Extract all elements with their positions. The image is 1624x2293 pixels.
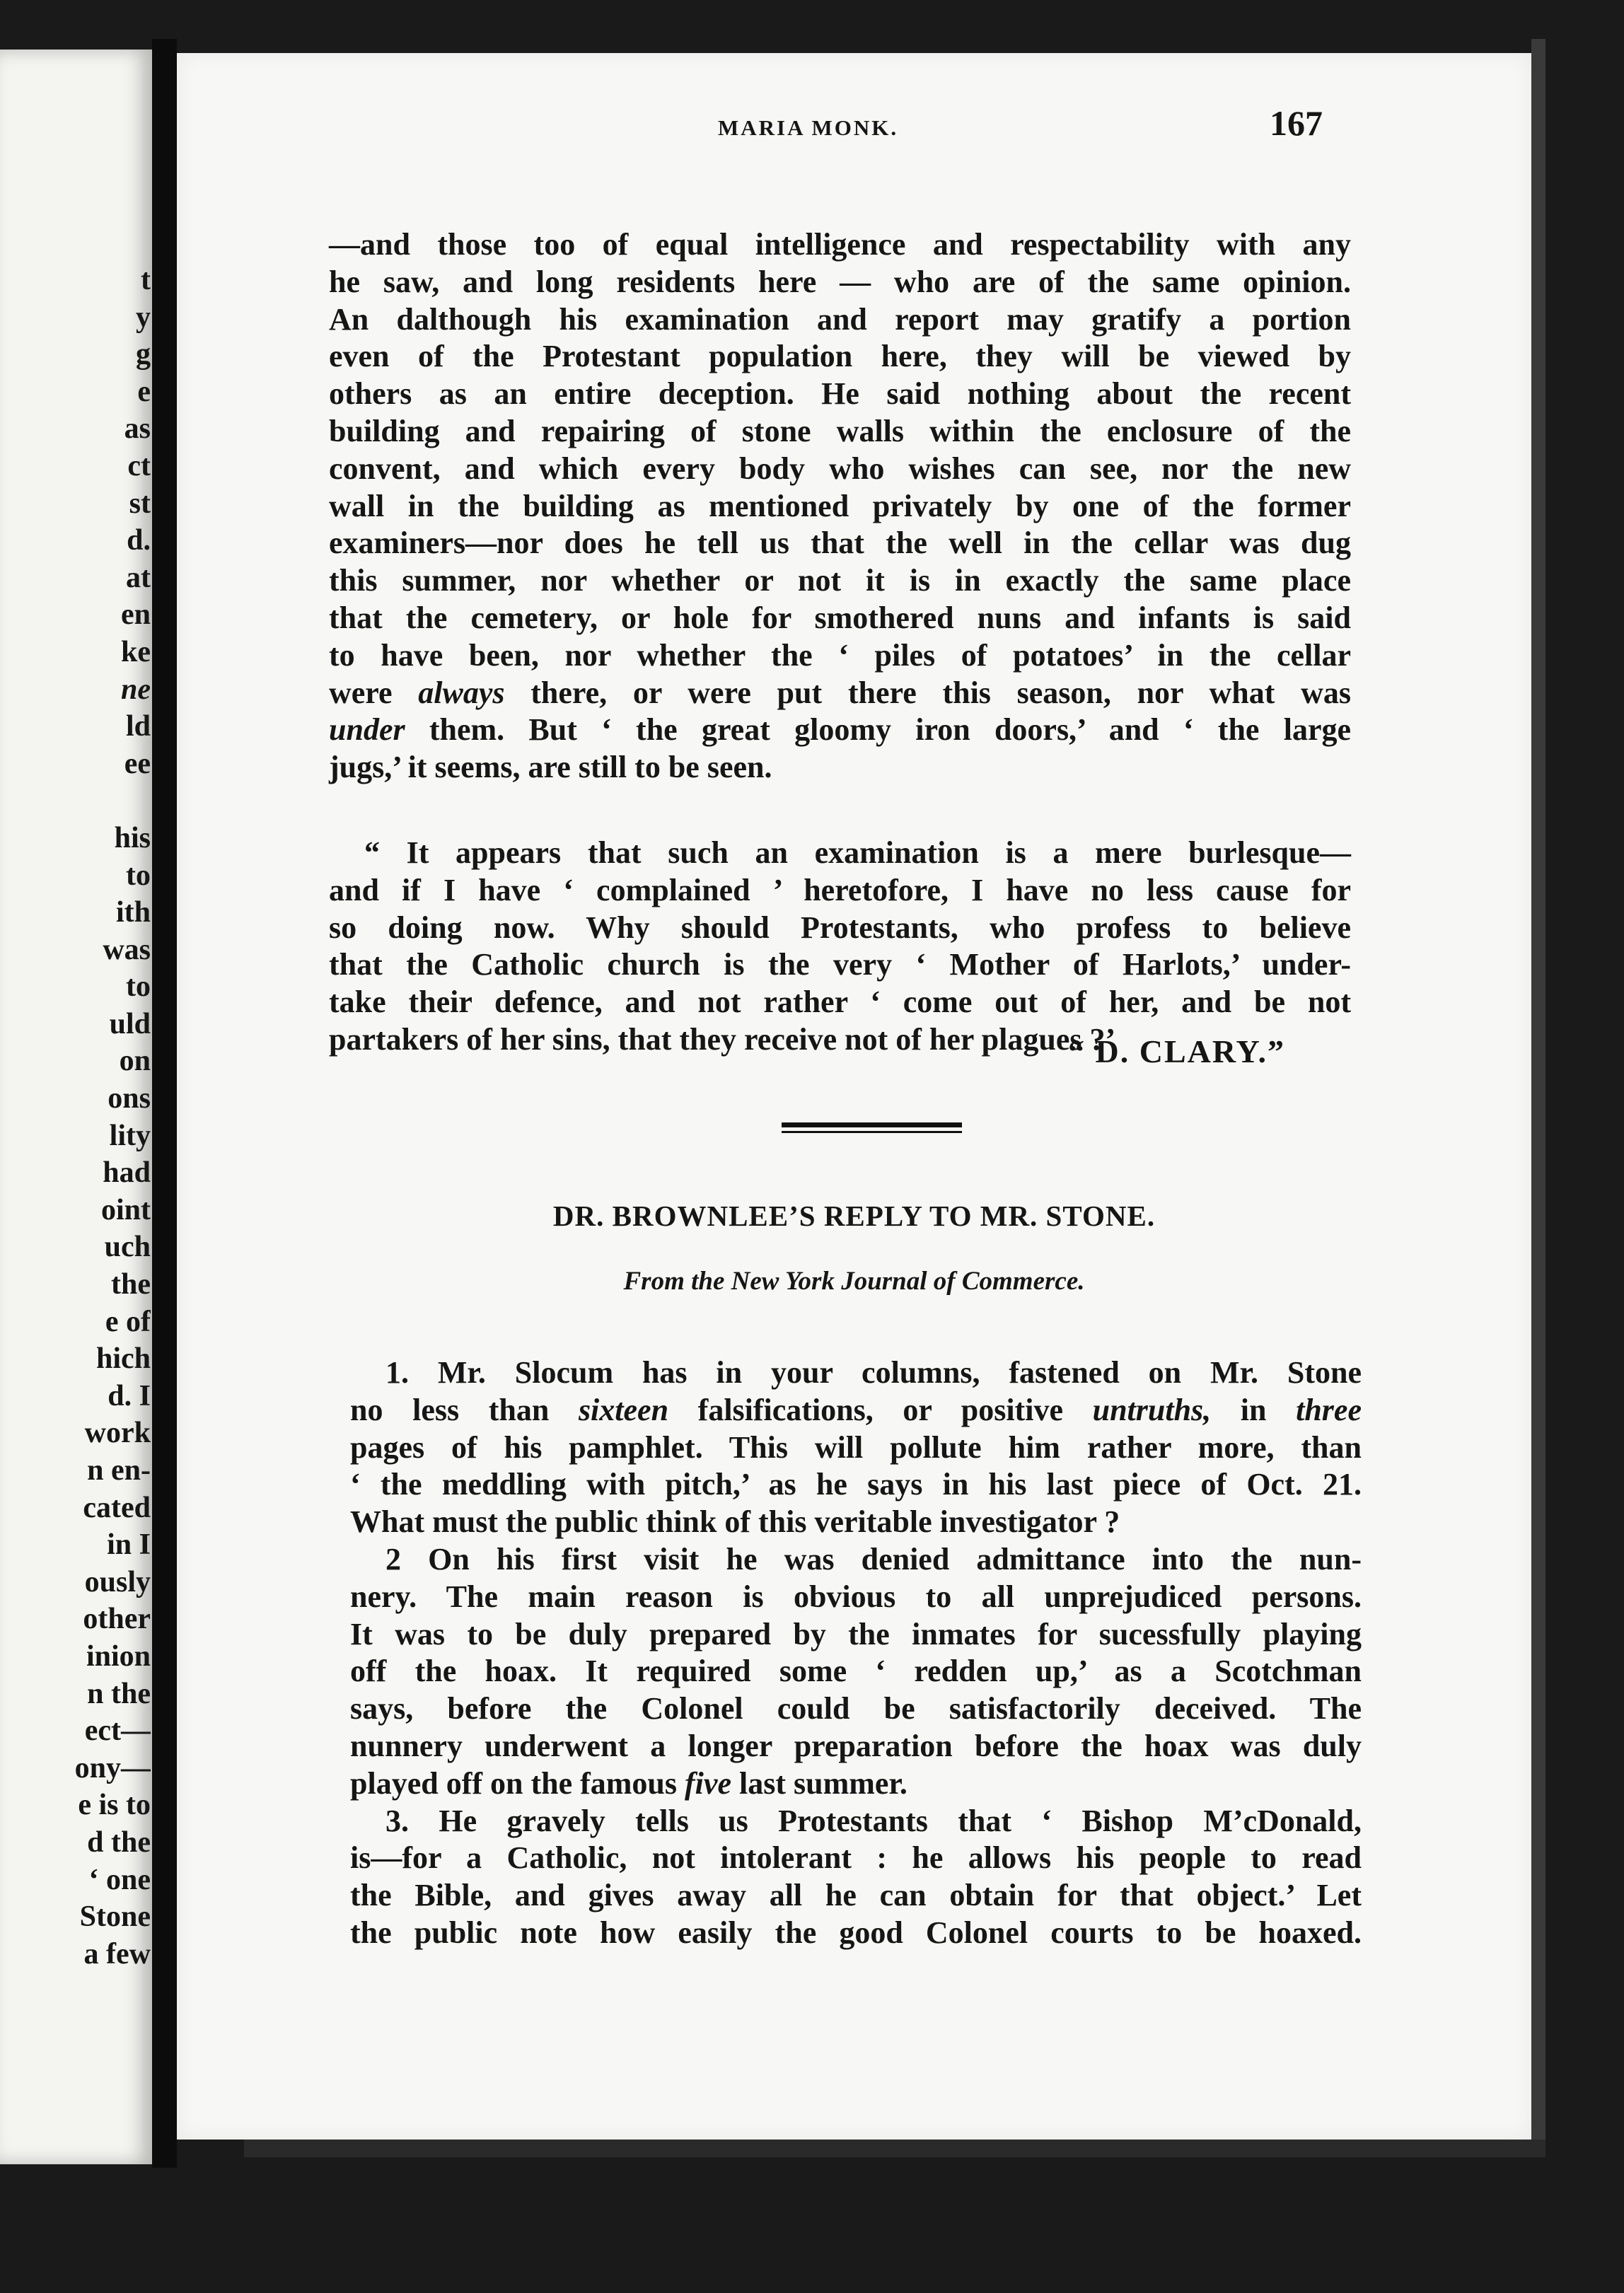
text-run: played off on the famous: [350, 1765, 685, 1801]
text-line: —and those too of equal intelligence and respectability with any: [329, 227, 1351, 262]
facing-page-line: ons: [108, 1082, 151, 1115]
text-line: so doing now. Why should Protestants, who profess to believe: [329, 910, 1351, 945]
facing-page-line: inion: [86, 1639, 151, 1673]
text-line: examiners—nor does he tell us that the well in the cellar was dug: [329, 526, 1351, 561]
facing-page-line: d the: [87, 1825, 151, 1859]
facing-page-line: n en-: [87, 1454, 151, 1487]
facing-page-line: ee: [124, 747, 151, 780]
text-line: off the hoax. It required some ‘ redden up,’ as a Scotchman: [350, 1654, 1362, 1689]
text-line: [329, 712, 1351, 749]
text-line: and if I have ‘ complained ’ heretofore, I have no less cause for: [329, 872, 1351, 907]
italic-word: sixteen: [578, 1392, 669, 1427]
facing-page-line: other: [83, 1603, 151, 1636]
text-line: that the Catholic church is the very ‘ Mother of Harlots,’ under-: [329, 947, 1351, 982]
facing-page-line: ‘ one: [88, 1863, 151, 1896]
facing-page-line: to: [126, 859, 151, 892]
paragraph-1: [329, 226, 1351, 786]
facing-page-line: ect—: [84, 1714, 151, 1748]
facing-page-line: work: [84, 1417, 151, 1450]
text-line: even of the Protestant population here, they will be viewed by: [329, 339, 1351, 374]
text-line: 2 On his first visit he was denied admittance into the nun-: [385, 1541, 1362, 1577]
text-line: [329, 675, 1351, 712]
book-page: [177, 53, 1531, 2140]
italic-word: five: [685, 1765, 731, 1801]
facing-page-line: uch: [104, 1231, 151, 1264]
text-line: take their defence, and not rather ‘ come out of her, and be not: [329, 985, 1351, 1020]
book-gutter: [152, 39, 177, 2168]
facing-page-line: e of: [105, 1305, 151, 1338]
facing-page-line: ld: [125, 710, 151, 743]
facing-page-line: e is to: [78, 1789, 151, 1822]
facing-page-line: ke: [121, 635, 151, 668]
section-rule: [782, 1122, 962, 1127]
facing-page-line: lity: [109, 1119, 151, 1152]
text-line: [350, 1392, 1362, 1429]
text-run: no less than: [350, 1392, 579, 1427]
text-run: last summer.: [731, 1765, 907, 1801]
italic-word: under: [329, 712, 405, 748]
facing-page-line: cated: [83, 1491, 151, 1524]
facing-page-line: ct: [127, 449, 151, 482]
article-heading: DR. BROWNLEE’S REPLY TO MR. STONE.: [552, 1200, 1156, 1232]
facing-page-line: e: [137, 375, 151, 408]
text-line: convent, and which every body who wishes can see, nor the new: [329, 451, 1351, 486]
facing-page-line: ously: [84, 1565, 151, 1598]
facing-page-line: Stone: [79, 1900, 151, 1934]
running-head: MARIA MONK.: [718, 115, 899, 140]
text-line: nery. The main reason is obvious to all unprejudiced persons.: [350, 1579, 1362, 1614]
text-line: [350, 1765, 1362, 1803]
text-line: jugs,’ it seems, are still to be seen.: [329, 750, 772, 785]
text-line: It was to be duly prepared by the inmates for sucessfully playing: [350, 1616, 1362, 1651]
facing-page-line: st: [129, 487, 151, 520]
text-line: the Bible, and gives away all he can obtain for that object.’ Let: [350, 1878, 1362, 1913]
facing-page-line: d.: [127, 524, 151, 557]
facing-page-line: ne: [121, 673, 151, 706]
text-line: others as an entire deception. He said nothing about the recent: [329, 376, 1351, 412]
text-line: nunnery underwent a longer preparation before the hoax was duly: [350, 1728, 1362, 1763]
page-edge: [1531, 39, 1545, 2154]
text-line: the public note how easily the good Colonel courts to be hoaxed.: [350, 1915, 1362, 1950]
facing-page-line: at: [126, 561, 151, 594]
facing-page-line: was: [103, 933, 151, 966]
facing-page-line: [6, 782, 151, 820]
facing-page: [0, 50, 152, 2164]
text-line: this summer, nor whether or not it is in exactly the same place: [329, 563, 1351, 598]
article-body: [350, 1354, 1362, 1952]
text-line: that the cemetery, or hole for smothered nuns and infants is said: [329, 600, 1351, 635]
text-run: there, or were put there this season, nor what was: [504, 675, 1351, 710]
facing-page-line: to: [126, 970, 151, 1004]
facing-page-line: y: [136, 301, 151, 334]
text-run: falsifications, or positive: [668, 1392, 1093, 1427]
text-line: pages of his pamphlet. This will pollute him rather more, than: [350, 1429, 1362, 1465]
facing-page-line: oint: [100, 1193, 151, 1226]
paragraph-2: [329, 835, 1351, 1059]
facing-page-line: in I: [107, 1528, 151, 1562]
facing-page-line: hich: [95, 1342, 151, 1376]
facing-page-line: n the: [87, 1677, 151, 1710]
page-bottom-shadow: [244, 2140, 1545, 2157]
text-run: them. But ‘ the great gloomy iron doors,’ and ‘ the large: [405, 712, 1351, 748]
italic-word: three: [1296, 1392, 1362, 1427]
text-run: in: [1211, 1392, 1297, 1427]
facing-page-line: on: [119, 1045, 151, 1078]
text-line: 3. He gravely tells us Protestants that ‘ Bishop M’cDonald,: [385, 1803, 1362, 1838]
facing-page-line: en: [121, 598, 151, 632]
facing-page-line: t: [141, 264, 151, 296]
text-line: What must the public think of this veritable investigator ?: [350, 1504, 1120, 1540]
italic-word: always: [418, 675, 505, 710]
facing-page-line: had: [103, 1156, 151, 1190]
facing-page-line: the: [111, 1268, 151, 1301]
text-line: 1. Mr. Slocum has in your columns, fastened on Mr. Stone: [385, 1355, 1362, 1390]
text-line: An dalthough his examination and report may gratify a portion: [329, 301, 1351, 337]
text-line: to have been, nor whether the ‘ piles of potatoes’ in the cellar: [329, 637, 1351, 673]
facing-page-line: d. I: [108, 1379, 151, 1412]
text-line: partakers of her sins, that they receive not of her plagues ?’: [329, 1021, 1116, 1057]
section-rule-thin: [782, 1131, 962, 1133]
italic-word: untruths,: [1092, 1392, 1212, 1427]
facing-page-line: uld: [109, 1007, 151, 1040]
text-line: is—for a Catholic, not intolerant : he allows his people to read: [350, 1840, 1362, 1876]
facing-page-line: ith: [115, 896, 151, 929]
text-line: “ It appears that such an examination is a mere burlesque—: [364, 835, 1351, 870]
text-run: were: [329, 675, 419, 710]
text-line: ‘ the meddling with pitch,’ as he says in his last piece of Oct. 21.: [350, 1467, 1362, 1502]
facing-page-text: [6, 262, 151, 1973]
text-line: building and repairing of stone walls within the enclosure of the: [329, 413, 1351, 448]
facing-page-line: as: [124, 412, 151, 446]
facing-page-line: ony—: [74, 1751, 151, 1784]
text-line: wall in the building as mentioned privately by one of the former: [329, 488, 1351, 523]
signature: “ D. CLARY.”: [1068, 1033, 1285, 1069]
facing-page-line: g: [136, 338, 151, 371]
page-number: 167: [1270, 103, 1323, 143]
facing-page-line: a few: [83, 1937, 151, 1970]
text-line: says, before the Colonel could be satisfactorily deceived. The: [350, 1691, 1362, 1726]
article-source: From the New York Journal of Commerce.: [623, 1267, 1085, 1296]
facing-page-line: his: [114, 821, 151, 854]
text-line: he saw, and long residents here — who are of the same opinion.: [329, 264, 1351, 299]
